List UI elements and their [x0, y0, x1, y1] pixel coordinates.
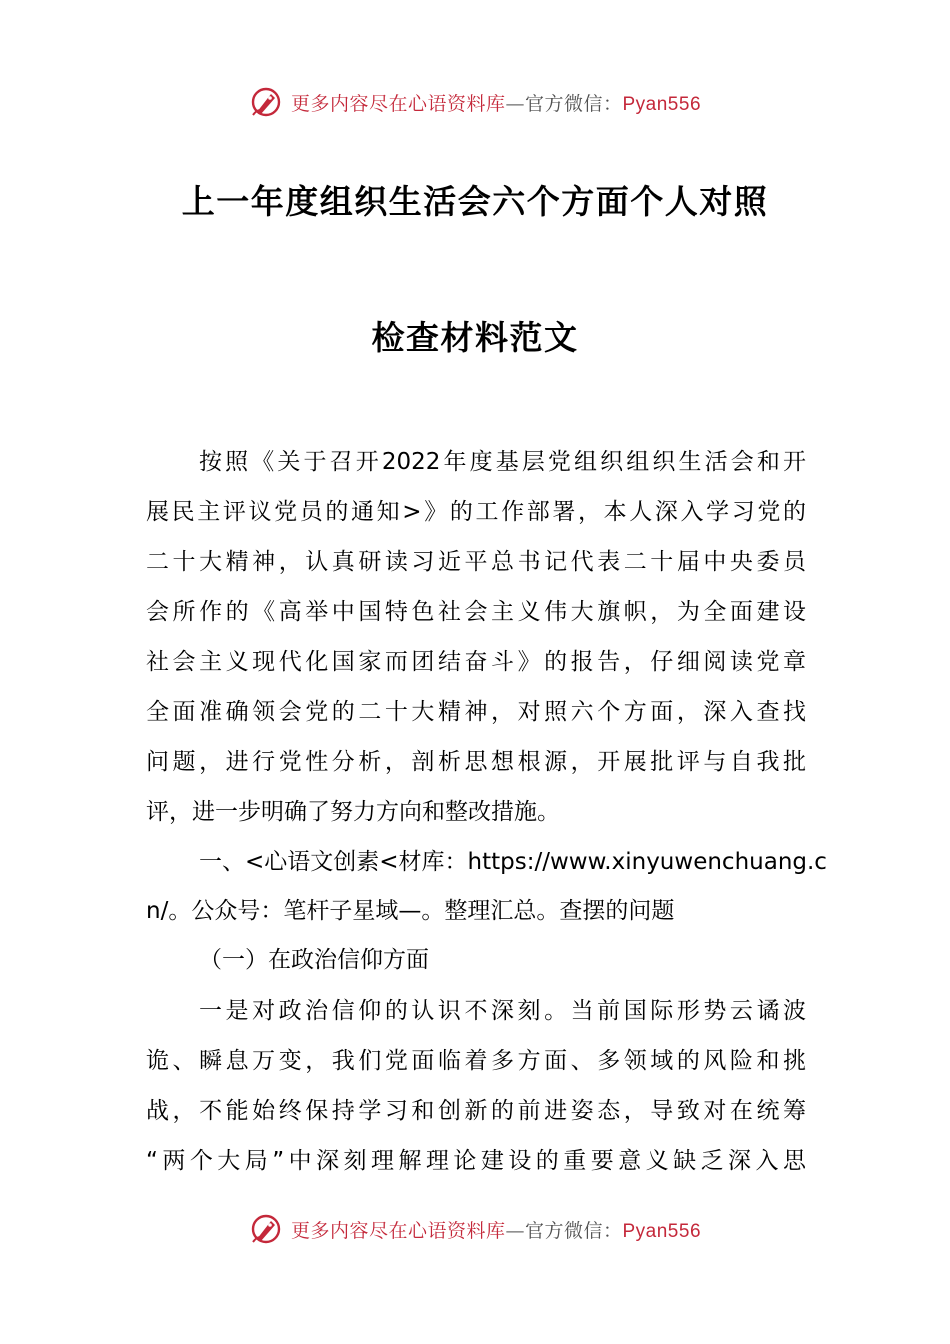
- body-line: 战，不能始终保持学习和创新的前进姿态，导致对在统筹: [146, 1098, 806, 1124]
- watermark-wechat-id: Pyan556: [622, 1220, 702, 1242]
- section-heading: （一）在政治信仰方面: [199, 947, 429, 973]
- body-line: 问题，进行党性分析，剖析思想根源，开展批评与自我批: [146, 749, 806, 775]
- pen-nib-circle-icon: [249, 1212, 283, 1246]
- document-title-line2: 检查材料范文: [371, 318, 579, 357]
- watermark-official-label: 官方微信：: [524, 92, 623, 115]
- body-line: 会所作的《高举中国特色社会主义伟大旗帜，为全面建设: [146, 599, 806, 625]
- body-line: 展民主评议党员的通知>》的工作部署，本人深入学习党的: [146, 499, 806, 525]
- watermark-separator: —: [505, 92, 525, 115]
- watermark-official-label: 官方微信：: [524, 1219, 623, 1242]
- body-line: 按照《关于召开2022年度基层党组织组织生活会和开: [199, 449, 806, 475]
- footer-watermark: [0, 1209, 950, 1249]
- pen-nib-circle-icon: [249, 85, 283, 119]
- body-line-link: 一、<心语文创素<材库：https://www.xinyuwenchuang.c: [199, 849, 827, 875]
- header-watermark: [0, 82, 950, 122]
- body-line: 评，进一步明确了努力方向和整改措施。: [146, 799, 560, 825]
- body-line: 社会主义现代化国家而团结奋斗》的报告，仔细阅读党章: [146, 649, 806, 675]
- watermark-separator: —: [505, 1219, 525, 1242]
- body-line: 一是对政治信仰的认识不深刻。当前国际形势云谲波: [199, 998, 806, 1024]
- body-line: n/。公众号：笔杆子星域—。整理汇总。查摆的问题: [146, 898, 675, 924]
- watermark-brand: 更多内容尽在心语资料库: [290, 92, 506, 115]
- watermark-wechat-id: Pyan556: [622, 93, 702, 115]
- watermark-brand: 更多内容尽在心语资料库: [290, 1219, 506, 1242]
- body-line: 全面准确领会党的二十大精神，对照六个方面，深入查找: [146, 699, 806, 725]
- watermark-text: [291, 89, 701, 116]
- body-line: “两个大局”中深刻理解理论建设的重要意义缺乏深入思: [146, 1148, 806, 1174]
- document-title-line1: 上一年度组织生活会六个方面个人对照: [181, 182, 769, 221]
- watermark-text: [291, 1216, 701, 1243]
- body-line: 诡、瞬息万变，我们党面临着多方面、多领域的风险和挑: [146, 1048, 806, 1074]
- body-line: 二十大精神，认真研读习近平总书记代表二十届中央委员: [146, 549, 806, 575]
